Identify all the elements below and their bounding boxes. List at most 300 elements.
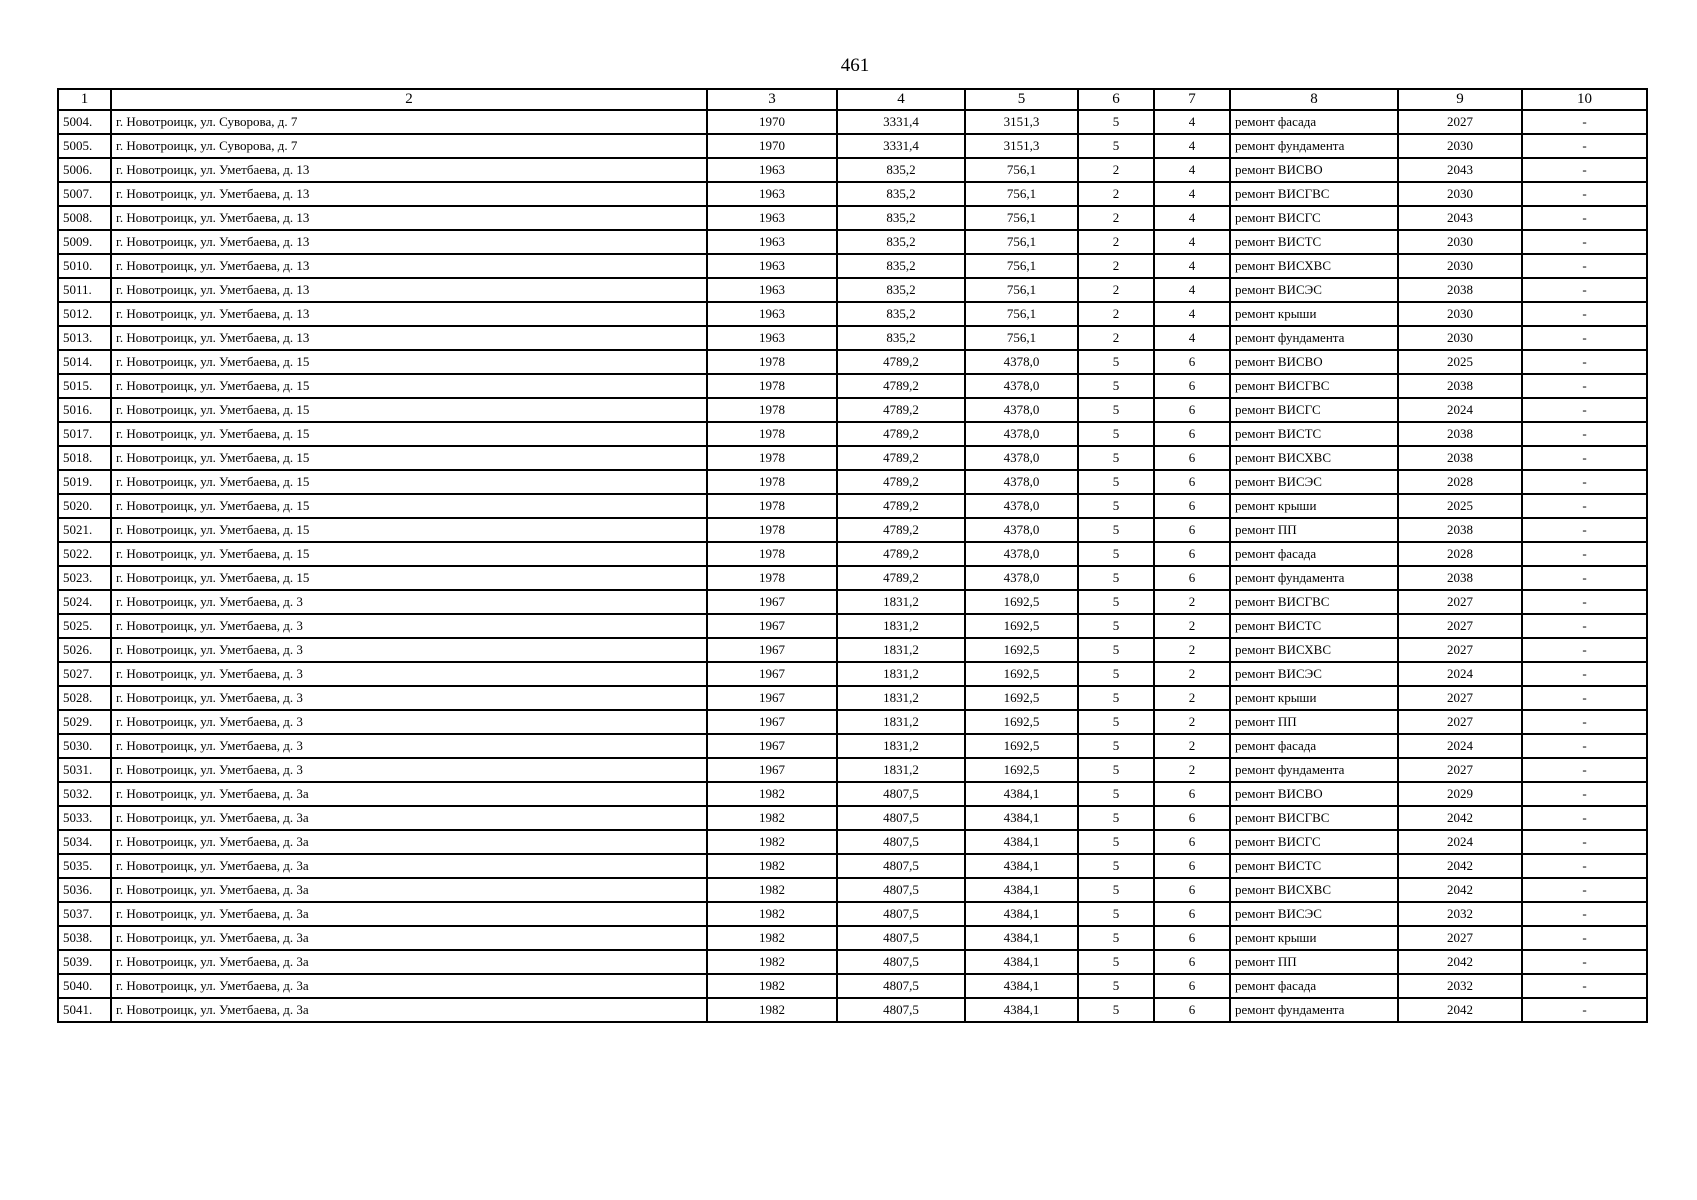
address-cell: г. Новотроицк, ул. Уметбаева, д. 3а xyxy=(111,926,707,950)
note-cell: - xyxy=(1522,686,1647,710)
note-cell: - xyxy=(1522,398,1647,422)
living-area-cell: 1692,5 xyxy=(965,686,1078,710)
address-cell: г. Новотроицк, ул. Уметбаева, д. 15 xyxy=(111,374,707,398)
address-cell: г. Новотроицк, ул. Уметбаева, д. 13 xyxy=(111,326,707,350)
entrances-cell: 6 xyxy=(1154,566,1230,590)
work-type-cell: ремонт фундамента xyxy=(1230,758,1398,782)
note-cell: - xyxy=(1522,974,1647,998)
work-type-cell: ремонт ВИСВО xyxy=(1230,350,1398,374)
living-area-cell: 4384,1 xyxy=(965,830,1078,854)
year-cell: 1970 xyxy=(707,110,837,134)
entrances-cell: 6 xyxy=(1154,902,1230,926)
table-row xyxy=(58,566,1647,590)
table-row xyxy=(58,518,1647,542)
year-cell: 1963 xyxy=(707,158,837,182)
address-cell: г. Новотроицк, ул. Уметбаева, д. 13 xyxy=(111,158,707,182)
work-type-cell: ремонт ВИСТС xyxy=(1230,230,1398,254)
column-number-row xyxy=(58,89,1647,110)
work-type-cell: ремонт ВИСХВС xyxy=(1230,638,1398,662)
table-row xyxy=(58,206,1647,230)
entrances-cell: 6 xyxy=(1154,350,1230,374)
total-area-cell: 1831,2 xyxy=(837,710,965,734)
address-cell: г. Новотроицк, ул. Суворова, д. 7 xyxy=(111,110,707,134)
row-number-cell: 5011. xyxy=(58,278,111,302)
work-type-cell: ремонт ВИСТС xyxy=(1230,614,1398,638)
table-row xyxy=(58,158,1647,182)
planned-year-cell: 2038 xyxy=(1398,446,1522,470)
row-number-cell: 5041. xyxy=(58,998,111,1022)
planned-year-cell: 2027 xyxy=(1398,590,1522,614)
address-cell: г. Новотроицк, ул. Уметбаева, д. 3 xyxy=(111,662,707,686)
year-cell: 1978 xyxy=(707,518,837,542)
year-cell: 1963 xyxy=(707,326,837,350)
year-cell: 1978 xyxy=(707,494,837,518)
row-number-cell: 5015. xyxy=(58,374,111,398)
year-cell: 1967 xyxy=(707,614,837,638)
planned-year-cell: 2025 xyxy=(1398,350,1522,374)
total-area-cell: 835,2 xyxy=(837,254,965,278)
address-cell: г. Новотроицк, ул. Уметбаева, д. 15 xyxy=(111,542,707,566)
table-row xyxy=(58,398,1647,422)
table-row xyxy=(58,662,1647,686)
row-number-cell: 5013. xyxy=(58,326,111,350)
total-area-cell: 4807,5 xyxy=(837,878,965,902)
living-area-cell: 756,1 xyxy=(965,158,1078,182)
address-cell: г. Новотроицк, ул. Уметбаева, д. 3 xyxy=(111,734,707,758)
column-header-8: 8 xyxy=(1230,89,1398,110)
table-row xyxy=(58,710,1647,734)
note-cell: - xyxy=(1522,734,1647,758)
column-header-7: 7 xyxy=(1154,89,1230,110)
total-area-cell: 3331,4 xyxy=(837,110,965,134)
living-area-cell: 1692,5 xyxy=(965,758,1078,782)
address-cell: г. Новотроицк, ул. Уметбаева, д. 13 xyxy=(111,206,707,230)
work-type-cell: ремонт ВИСГВС xyxy=(1230,590,1398,614)
floors-cell: 5 xyxy=(1078,974,1154,998)
floors-cell: 2 xyxy=(1078,230,1154,254)
floors-cell: 5 xyxy=(1078,758,1154,782)
work-type-cell: ремонт фундамента xyxy=(1230,326,1398,350)
planned-year-cell: 2042 xyxy=(1398,878,1522,902)
note-cell: - xyxy=(1522,326,1647,350)
entrances-cell: 6 xyxy=(1154,950,1230,974)
living-area-cell: 1692,5 xyxy=(965,662,1078,686)
planned-year-cell: 2030 xyxy=(1398,230,1522,254)
floors-cell: 2 xyxy=(1078,158,1154,182)
total-area-cell: 835,2 xyxy=(837,302,965,326)
total-area-cell: 4807,5 xyxy=(837,902,965,926)
floors-cell: 5 xyxy=(1078,878,1154,902)
year-cell: 1963 xyxy=(707,230,837,254)
living-area-cell: 4378,0 xyxy=(965,350,1078,374)
table-row xyxy=(58,230,1647,254)
entrances-cell: 6 xyxy=(1154,974,1230,998)
note-cell: - xyxy=(1522,878,1647,902)
floors-cell: 5 xyxy=(1078,662,1154,686)
note-cell: - xyxy=(1522,518,1647,542)
row-number-cell: 5009. xyxy=(58,230,111,254)
work-type-cell: ремонт фасада xyxy=(1230,542,1398,566)
note-cell: - xyxy=(1522,182,1647,206)
year-cell: 1982 xyxy=(707,782,837,806)
address-cell: г. Новотроицк, ул. Уметбаева, д. 3 xyxy=(111,638,707,662)
row-number-cell: 5026. xyxy=(58,638,111,662)
total-area-cell: 1831,2 xyxy=(837,638,965,662)
year-cell: 1967 xyxy=(707,662,837,686)
note-cell: - xyxy=(1522,902,1647,926)
entrances-cell: 4 xyxy=(1154,134,1230,158)
work-type-cell: ремонт ПП xyxy=(1230,518,1398,542)
living-area-cell: 3151,3 xyxy=(965,134,1078,158)
row-number-cell: 5039. xyxy=(58,950,111,974)
living-area-cell: 756,1 xyxy=(965,278,1078,302)
table-row xyxy=(58,134,1647,158)
entrances-cell: 6 xyxy=(1154,878,1230,902)
address-cell: г. Новотроицк, ул. Уметбаева, д. 3 xyxy=(111,590,707,614)
row-number-cell: 5037. xyxy=(58,902,111,926)
planned-year-cell: 2030 xyxy=(1398,254,1522,278)
planned-year-cell: 2027 xyxy=(1398,614,1522,638)
address-cell: г. Новотроицк, ул. Уметбаева, д. 3а xyxy=(111,878,707,902)
note-cell: - xyxy=(1522,662,1647,686)
note-cell: - xyxy=(1522,446,1647,470)
planned-year-cell: 2038 xyxy=(1398,518,1522,542)
total-area-cell: 4789,2 xyxy=(837,374,965,398)
floors-cell: 2 xyxy=(1078,206,1154,230)
table-row xyxy=(58,926,1647,950)
year-cell: 1967 xyxy=(707,638,837,662)
work-type-cell: ремонт крыши xyxy=(1230,302,1398,326)
column-header-5: 5 xyxy=(965,89,1078,110)
entrances-cell: 6 xyxy=(1154,830,1230,854)
note-cell: - xyxy=(1522,134,1647,158)
address-cell: г. Новотроицк, ул. Уметбаева, д. 3 xyxy=(111,758,707,782)
work-type-cell: ремонт ВИСГВС xyxy=(1230,806,1398,830)
table-row xyxy=(58,950,1647,974)
address-cell: г. Новотроицк, ул. Уметбаева, д. 15 xyxy=(111,566,707,590)
total-area-cell: 1831,2 xyxy=(837,734,965,758)
planned-year-cell: 2042 xyxy=(1398,854,1522,878)
entrances-cell: 2 xyxy=(1154,638,1230,662)
total-area-cell: 835,2 xyxy=(837,158,965,182)
entrances-cell: 2 xyxy=(1154,614,1230,638)
note-cell: - xyxy=(1522,302,1647,326)
row-number-cell: 5024. xyxy=(58,590,111,614)
table-row xyxy=(58,542,1647,566)
floors-cell: 5 xyxy=(1078,830,1154,854)
table-row xyxy=(58,254,1647,278)
address-cell: г. Новотроицк, ул. Уметбаева, д. 13 xyxy=(111,278,707,302)
floors-cell: 5 xyxy=(1078,518,1154,542)
column-header-2: 2 xyxy=(111,89,707,110)
floors-cell: 2 xyxy=(1078,278,1154,302)
floors-cell: 5 xyxy=(1078,542,1154,566)
column-header-9: 9 xyxy=(1398,89,1522,110)
total-area-cell: 4807,5 xyxy=(837,854,965,878)
living-area-cell: 4378,0 xyxy=(965,518,1078,542)
entrances-cell: 4 xyxy=(1154,230,1230,254)
table-row xyxy=(58,758,1647,782)
row-number-cell: 5020. xyxy=(58,494,111,518)
year-cell: 1963 xyxy=(707,182,837,206)
year-cell: 1967 xyxy=(707,710,837,734)
work-type-cell: ремонт крыши xyxy=(1230,686,1398,710)
entrances-cell: 2 xyxy=(1154,686,1230,710)
planned-year-cell: 2042 xyxy=(1398,998,1522,1022)
row-number-cell: 5034. xyxy=(58,830,111,854)
address-cell: г. Новотроицк, ул. Уметбаева, д. 3 xyxy=(111,686,707,710)
address-cell: г. Новотроицк, ул. Уметбаева, д. 13 xyxy=(111,254,707,278)
year-cell: 1963 xyxy=(707,278,837,302)
planned-year-cell: 2030 xyxy=(1398,182,1522,206)
year-cell: 1978 xyxy=(707,374,837,398)
address-cell: г. Новотроицк, ул. Уметбаева, д. 3а xyxy=(111,830,707,854)
living-area-cell: 4384,1 xyxy=(965,854,1078,878)
year-cell: 1982 xyxy=(707,902,837,926)
entrances-cell: 6 xyxy=(1154,398,1230,422)
floors-cell: 5 xyxy=(1078,614,1154,638)
living-area-cell: 4378,0 xyxy=(965,422,1078,446)
table-row xyxy=(58,830,1647,854)
planned-year-cell: 2042 xyxy=(1398,950,1522,974)
note-cell: - xyxy=(1522,806,1647,830)
note-cell: - xyxy=(1522,470,1647,494)
entrances-cell: 4 xyxy=(1154,326,1230,350)
floors-cell: 5 xyxy=(1078,806,1154,830)
total-area-cell: 4807,5 xyxy=(837,782,965,806)
entrances-cell: 4 xyxy=(1154,206,1230,230)
address-cell: г. Новотроицк, ул. Уметбаева, д. 3а xyxy=(111,950,707,974)
table-row xyxy=(58,878,1647,902)
total-area-cell: 4789,2 xyxy=(837,422,965,446)
note-cell: - xyxy=(1522,830,1647,854)
address-cell: г. Новотроицк, ул. Уметбаева, д. 3а xyxy=(111,782,707,806)
address-cell: г. Новотроицк, ул. Уметбаева, д. 13 xyxy=(111,302,707,326)
year-cell: 1982 xyxy=(707,878,837,902)
floors-cell: 5 xyxy=(1078,134,1154,158)
work-type-cell: ремонт ВИСХВС xyxy=(1230,446,1398,470)
note-cell: - xyxy=(1522,350,1647,374)
floors-cell: 5 xyxy=(1078,950,1154,974)
living-area-cell: 756,1 xyxy=(965,326,1078,350)
planned-year-cell: 2027 xyxy=(1398,686,1522,710)
work-type-cell: ремонт ПП xyxy=(1230,950,1398,974)
table-row xyxy=(58,422,1647,446)
row-number-cell: 5033. xyxy=(58,806,111,830)
year-cell: 1963 xyxy=(707,302,837,326)
living-area-cell: 3151,3 xyxy=(965,110,1078,134)
note-cell: - xyxy=(1522,854,1647,878)
work-type-cell: ремонт ВИСЭС xyxy=(1230,662,1398,686)
note-cell: - xyxy=(1522,950,1647,974)
table-row xyxy=(58,182,1647,206)
note-cell: - xyxy=(1522,230,1647,254)
planned-year-cell: 2030 xyxy=(1398,302,1522,326)
entrances-cell: 2 xyxy=(1154,662,1230,686)
address-cell: г. Новотроицк, ул. Уметбаева, д. 15 xyxy=(111,446,707,470)
planned-year-cell: 2027 xyxy=(1398,758,1522,782)
floors-cell: 5 xyxy=(1078,350,1154,374)
living-area-cell: 4378,0 xyxy=(965,374,1078,398)
total-area-cell: 1831,2 xyxy=(837,662,965,686)
address-cell: г. Новотроицк, ул. Уметбаева, д. 3а xyxy=(111,902,707,926)
note-cell: - xyxy=(1522,158,1647,182)
address-cell: г. Новотроицк, ул. Уметбаева, д. 3а xyxy=(111,806,707,830)
address-cell: г. Новотроицк, ул. Уметбаева, д. 3а xyxy=(111,998,707,1022)
entrances-cell: 4 xyxy=(1154,158,1230,182)
work-type-cell: ремонт фундамента xyxy=(1230,566,1398,590)
total-area-cell: 835,2 xyxy=(837,278,965,302)
row-number-cell: 5014. xyxy=(58,350,111,374)
floors-cell: 5 xyxy=(1078,998,1154,1022)
table-row xyxy=(58,302,1647,326)
entrances-cell: 6 xyxy=(1154,494,1230,518)
note-cell: - xyxy=(1522,422,1647,446)
row-number-cell: 5022. xyxy=(58,542,111,566)
table-row xyxy=(58,590,1647,614)
entrances-cell: 4 xyxy=(1154,254,1230,278)
work-type-cell: ремонт ВИСТС xyxy=(1230,422,1398,446)
living-area-cell: 1692,5 xyxy=(965,638,1078,662)
column-header-1: 1 xyxy=(58,89,111,110)
note-cell: - xyxy=(1522,710,1647,734)
floors-cell: 5 xyxy=(1078,398,1154,422)
address-cell: г. Новотроицк, ул. Уметбаева, д. 3а xyxy=(111,974,707,998)
planned-year-cell: 2043 xyxy=(1398,158,1522,182)
note-cell: - xyxy=(1522,206,1647,230)
address-cell: г. Новотроицк, ул. Уметбаева, д. 15 xyxy=(111,398,707,422)
year-cell: 1982 xyxy=(707,950,837,974)
entrances-cell: 6 xyxy=(1154,854,1230,878)
table-row xyxy=(58,350,1647,374)
row-number-cell: 5028. xyxy=(58,686,111,710)
floors-cell: 5 xyxy=(1078,446,1154,470)
note-cell: - xyxy=(1522,110,1647,134)
living-area-cell: 756,1 xyxy=(965,254,1078,278)
total-area-cell: 1831,2 xyxy=(837,686,965,710)
total-area-cell: 4807,5 xyxy=(837,830,965,854)
work-type-cell: ремонт фундамента xyxy=(1230,134,1398,158)
total-area-cell: 4789,2 xyxy=(837,398,965,422)
year-cell: 1967 xyxy=(707,686,837,710)
total-area-cell: 4807,5 xyxy=(837,926,965,950)
year-cell: 1978 xyxy=(707,542,837,566)
year-cell: 1978 xyxy=(707,470,837,494)
planned-year-cell: 2043 xyxy=(1398,206,1522,230)
address-cell: г. Новотроицк, ул. Суворова, д. 7 xyxy=(111,134,707,158)
work-type-cell: ремонт крыши xyxy=(1230,926,1398,950)
row-number-cell: 5007. xyxy=(58,182,111,206)
floors-cell: 5 xyxy=(1078,470,1154,494)
total-area-cell: 4807,5 xyxy=(837,974,965,998)
planned-year-cell: 2028 xyxy=(1398,470,1522,494)
note-cell: - xyxy=(1522,566,1647,590)
living-area-cell: 4384,1 xyxy=(965,782,1078,806)
total-area-cell: 835,2 xyxy=(837,182,965,206)
total-area-cell: 835,2 xyxy=(837,206,965,230)
entrances-cell: 2 xyxy=(1154,590,1230,614)
total-area-cell: 4807,5 xyxy=(837,998,965,1022)
floors-cell: 5 xyxy=(1078,374,1154,398)
address-cell: г. Новотроицк, ул. Уметбаева, д. 15 xyxy=(111,350,707,374)
entrances-cell: 6 xyxy=(1154,518,1230,542)
total-area-cell: 1831,2 xyxy=(837,590,965,614)
row-number-cell: 5016. xyxy=(58,398,111,422)
planned-year-cell: 2027 xyxy=(1398,926,1522,950)
planned-year-cell: 2038 xyxy=(1398,374,1522,398)
row-number-cell: 5036. xyxy=(58,878,111,902)
entrances-cell: 4 xyxy=(1154,278,1230,302)
total-area-cell: 835,2 xyxy=(837,230,965,254)
row-number-cell: 5029. xyxy=(58,710,111,734)
note-cell: - xyxy=(1522,998,1647,1022)
year-cell: 1982 xyxy=(707,854,837,878)
year-cell: 1967 xyxy=(707,590,837,614)
year-cell: 1970 xyxy=(707,134,837,158)
note-cell: - xyxy=(1522,542,1647,566)
living-area-cell: 4384,1 xyxy=(965,950,1078,974)
living-area-cell: 1692,5 xyxy=(965,614,1078,638)
note-cell: - xyxy=(1522,782,1647,806)
living-area-cell: 756,1 xyxy=(965,302,1078,326)
work-type-cell: ремонт ВИСТС xyxy=(1230,854,1398,878)
entrances-cell: 6 xyxy=(1154,542,1230,566)
address-cell: г. Новотроицк, ул. Уметбаева, д. 3 xyxy=(111,614,707,638)
entrances-cell: 6 xyxy=(1154,470,1230,494)
planned-year-cell: 2038 xyxy=(1398,278,1522,302)
floors-cell: 5 xyxy=(1078,686,1154,710)
entrances-cell: 6 xyxy=(1154,422,1230,446)
work-type-cell: ремонт ПП xyxy=(1230,710,1398,734)
work-type-cell: ремонт ВИСВО xyxy=(1230,158,1398,182)
table-row xyxy=(58,638,1647,662)
work-type-cell: ремонт ВИСГС xyxy=(1230,830,1398,854)
address-cell: г. Новотроицк, ул. Уметбаева, д. 15 xyxy=(111,422,707,446)
row-number-cell: 5030. xyxy=(58,734,111,758)
address-cell: г. Новотроицк, ул. Уметбаева, д. 15 xyxy=(111,470,707,494)
table-row xyxy=(58,854,1647,878)
living-area-cell: 4384,1 xyxy=(965,998,1078,1022)
note-cell: - xyxy=(1522,614,1647,638)
floors-cell: 2 xyxy=(1078,326,1154,350)
row-number-cell: 5021. xyxy=(58,518,111,542)
planned-year-cell: 2027 xyxy=(1398,710,1522,734)
planned-year-cell: 2032 xyxy=(1398,974,1522,998)
floors-cell: 2 xyxy=(1078,302,1154,326)
year-cell: 1982 xyxy=(707,974,837,998)
row-number-cell: 5031. xyxy=(58,758,111,782)
total-area-cell: 835,2 xyxy=(837,326,965,350)
year-cell: 1963 xyxy=(707,254,837,278)
address-cell: г. Новотроицк, ул. Уметбаева, д. 13 xyxy=(111,182,707,206)
note-cell: - xyxy=(1522,254,1647,278)
work-type-cell: ремонт фундамента xyxy=(1230,998,1398,1022)
row-number-cell: 5004. xyxy=(58,110,111,134)
work-type-cell: ремонт ВИСВО xyxy=(1230,782,1398,806)
table-row xyxy=(58,326,1647,350)
work-type-cell: ремонт ВИСГВС xyxy=(1230,182,1398,206)
living-area-cell: 756,1 xyxy=(965,230,1078,254)
entrances-cell: 4 xyxy=(1154,302,1230,326)
entrances-cell: 4 xyxy=(1154,110,1230,134)
total-area-cell: 4807,5 xyxy=(837,806,965,830)
planned-year-cell: 2042 xyxy=(1398,806,1522,830)
work-type-cell: ремонт ВИСЭС xyxy=(1230,470,1398,494)
total-area-cell: 4789,2 xyxy=(837,446,965,470)
living-area-cell: 4384,1 xyxy=(965,926,1078,950)
planned-year-cell: 2038 xyxy=(1398,422,1522,446)
row-number-cell: 5035. xyxy=(58,854,111,878)
